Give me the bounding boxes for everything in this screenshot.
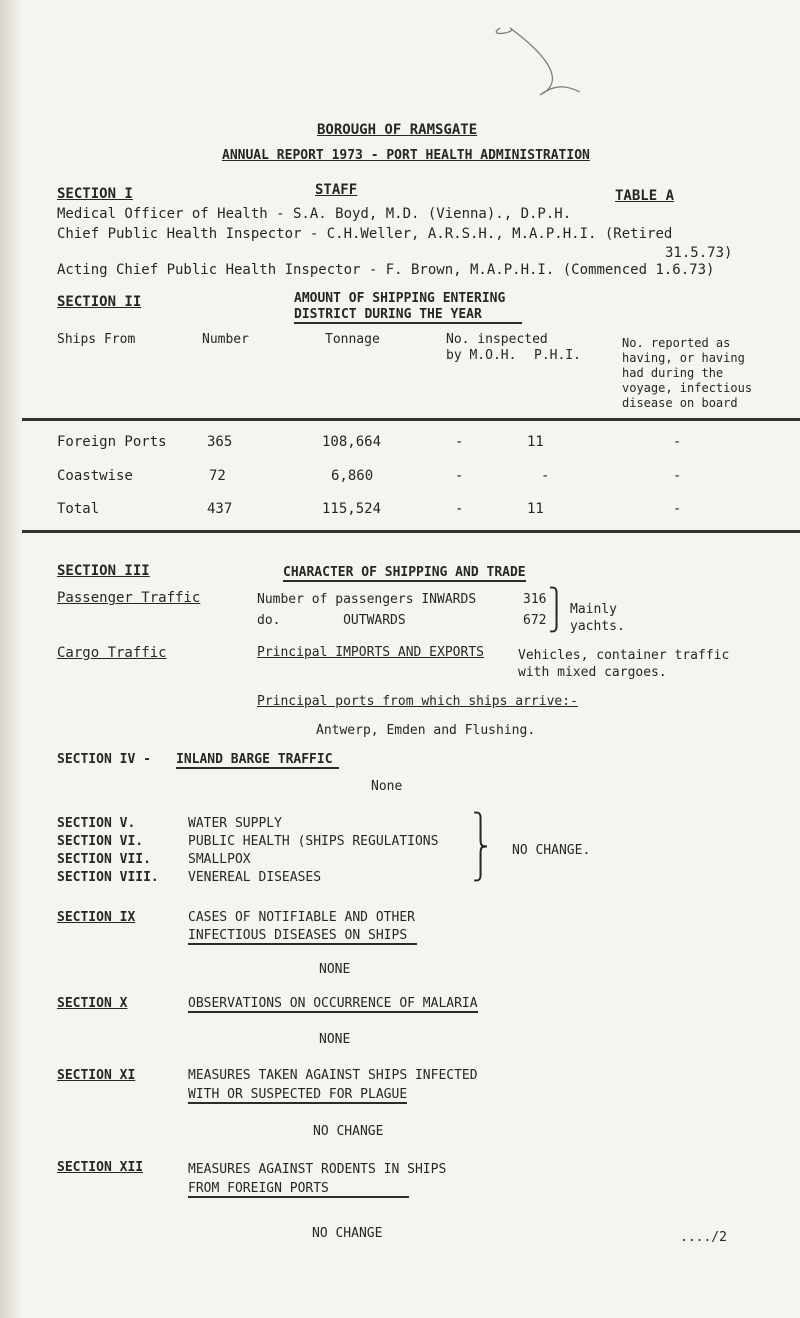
ports-heading: Principal ports from which ships arrive:- (257, 694, 578, 709)
section9-heading-line2: INFECTIOUS DISEASES ON SHIPS (188, 928, 417, 945)
col-reported-line: had during the (622, 366, 724, 380)
row-reported: - (673, 468, 682, 484)
col-inspected-phi: P.H.I. (534, 348, 581, 363)
section1-label: SECTION I (57, 186, 133, 202)
section8-text: VENEREAL DISEASES (188, 870, 322, 885)
row-from: Foreign Ports (57, 434, 167, 450)
principal-imports-value-2: with mixed cargoes. (518, 665, 667, 680)
right-brace-icon: ⎭ (474, 857, 488, 882)
row-moh: - (455, 468, 464, 484)
table-top-rule (22, 418, 800, 421)
col-reported (622, 336, 752, 411)
mainly-text: Mainly (570, 602, 617, 617)
row-reported: - (673, 501, 682, 517)
section10-heading: OBSERVATIONS ON OCCURRENCE OF MALARIA (188, 996, 478, 1011)
section12-label: SECTION XII (57, 1160, 144, 1175)
col-reported-line: disease on board (622, 396, 738, 410)
row-tonnage: 115,524 (322, 501, 382, 517)
section10-label: SECTION X (57, 996, 128, 1011)
row-tonnage: 6,860 (331, 468, 374, 484)
row-number: 365 (207, 434, 233, 450)
col-reported-line: No. reported as (622, 336, 731, 350)
section1-heading: STAFF (315, 182, 358, 198)
section6-text: PUBLIC HEALTH (SHIPS REGULATIONS (188, 834, 439, 849)
row-phi: 11 (527, 501, 544, 517)
section3-heading: CHARACTER OF SHIPPING AND TRADE (283, 565, 526, 580)
section5-text: WATER SUPPLY (188, 816, 282, 831)
staff-chief-phi: Chief Public Health Inspector - C.H.Weller, A.R.S.H., M.A.P.H.I. (Retired (57, 226, 673, 242)
section4-heading: INLAND BARGE TRAFFIC (176, 752, 339, 769)
col-inspected: No. inspected (446, 332, 548, 347)
staff-moh: Medical Officer of Health - S.A. Boyd, M.D. (Vienna)., D.P.H. (57, 206, 572, 222)
inwards-text: Number of passengers INWARDS (257, 592, 477, 607)
page-edge-shadow (0, 0, 22, 1318)
section12-heading-line1: MEASURES AGAINST RODENTS IN SHIPS (188, 1162, 447, 1177)
inwards-value: 316 (523, 592, 547, 607)
principal-imports-label: Principal IMPORTS AND EXPORTS (257, 645, 484, 660)
ports-value: Antwerp, Emden and Flushing. (316, 723, 536, 738)
section9-label: SECTION IX (57, 910, 136, 925)
row-tonnage: 108,664 (322, 434, 382, 450)
section10-value: NONE (319, 1032, 351, 1047)
section4-label: SECTION IV - (57, 752, 151, 767)
col-reported-line: voyage, infectious (622, 381, 753, 395)
section11-label: SECTION XI (57, 1068, 136, 1083)
row-phi: - (541, 468, 550, 484)
col-tonnage: Tonnage (325, 332, 380, 347)
table-bottom-rule (22, 530, 800, 533)
section2-heading-line2: DISTRICT DURING THE YEAR (294, 307, 522, 324)
section4-value: None (371, 779, 403, 794)
row-phi: 11 (527, 434, 544, 450)
section2-heading-line1: AMOUNT OF SHIPPING ENTERING (294, 291, 506, 306)
section5-label: SECTION V. (57, 816, 136, 831)
right-brace-icon: ⎫ (474, 813, 488, 838)
row-number: 72 (209, 468, 226, 484)
section2-label: SECTION II (57, 294, 142, 310)
principal-imports-value-1: Vehicles, container traffic (518, 648, 730, 663)
staff-acting-phi: Acting Chief Public Health Inspector - F. Brown, M.A.P.H.I. (Commenced 1.6.73) (57, 262, 715, 278)
row-reported: - (673, 434, 682, 450)
row-from: Total (57, 501, 100, 517)
staff-retired-date: 31.5.73) (665, 245, 733, 261)
section3-label: SECTION III (57, 563, 150, 579)
section11-heading-line2: WITH OR SUSPECTED FOR PLAGUE (188, 1087, 408, 1102)
section7-text: SMALLPOX (188, 852, 251, 867)
pen-scribble-mark (480, 20, 590, 100)
right-brace-icon: ⎬ (474, 835, 488, 860)
report-title: ANNUAL REPORT 1973 - PORT HEALTH ADMINISTRATION (222, 148, 590, 163)
outwards-text: do. OUTWARDS (257, 613, 406, 628)
outwards-value: 672 (523, 613, 547, 628)
table-a-label: TABLE A (615, 188, 675, 204)
section11-heading-line1: MEASURES TAKEN AGAINST SHIPS INFECTED (188, 1068, 478, 1083)
continued-page-marker: ..../2 (680, 1230, 727, 1245)
cargo-traffic-label: Cargo Traffic (57, 645, 167, 661)
right-brace-icon: ⎫ (550, 588, 564, 613)
section12-heading-line2: FROM FOREIGN PORTS (188, 1181, 409, 1198)
borough-title: BOROUGH OF RAMSGATE (317, 122, 478, 138)
row-number: 437 (207, 501, 233, 517)
col-reported-line: having, or having (622, 351, 745, 365)
section7-label: SECTION VII. (57, 852, 151, 867)
col-ships-from: Ships From (57, 332, 136, 347)
passenger-traffic-label: Passenger Traffic (57, 590, 201, 606)
section6-label: SECTION VI. (57, 834, 144, 849)
row-moh: - (455, 434, 464, 450)
col-inspected-moh: by M.O.H. (446, 348, 517, 363)
section8-label: SECTION VIII. (57, 870, 159, 885)
section12-value: NO CHANGE (312, 1226, 383, 1241)
row-moh: - (455, 501, 464, 517)
row-from: Coastwise (57, 468, 133, 484)
right-brace-icon: ⎭ (550, 608, 564, 633)
col-number: Number (202, 332, 249, 347)
sections5to8-value: NO CHANGE. (512, 843, 591, 858)
section9-value: NONE (319, 962, 351, 977)
yachts-text: yachts. (570, 619, 625, 634)
section9-heading-line1: CASES OF NOTIFIABLE AND OTHER (188, 910, 415, 925)
section11-value: NO CHANGE (313, 1124, 384, 1139)
